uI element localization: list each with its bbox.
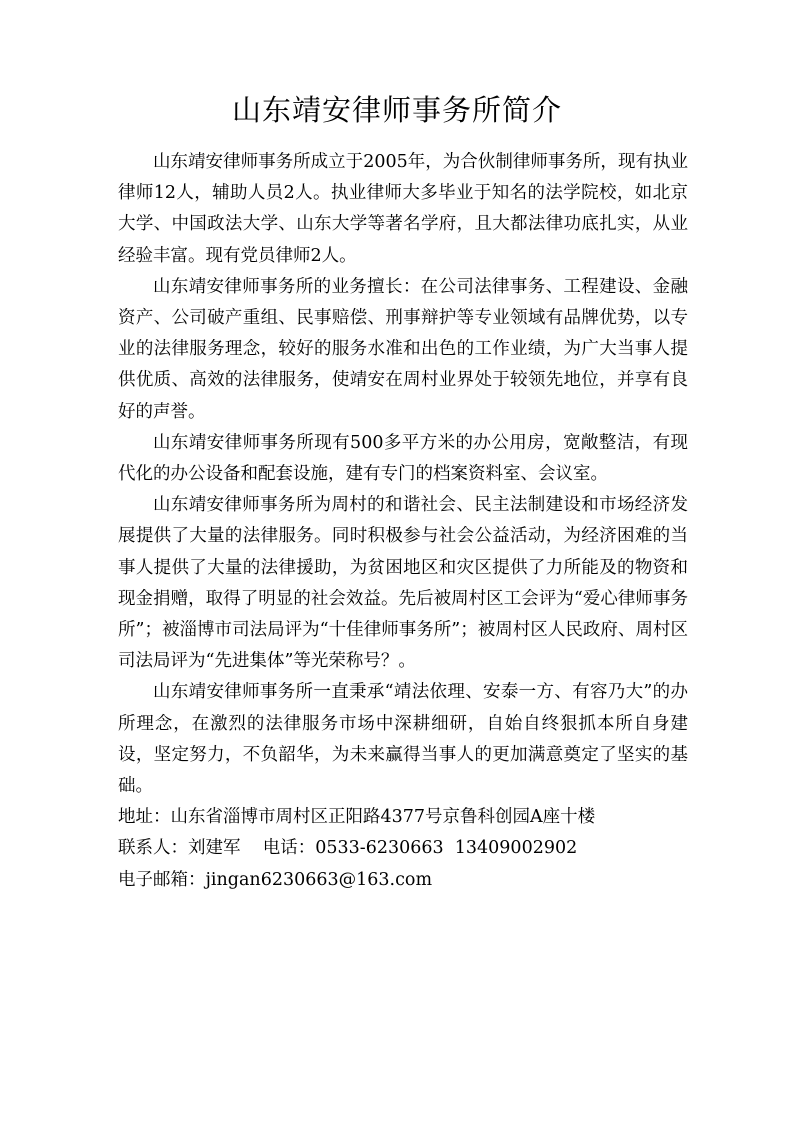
page-title: 山东靖安律师事务所简介 (231, 93, 562, 127)
paragraph-office: 山东靖安律师事务所现有500多平方米的办公用房，宽敞整洁，有现代化的办公设备和配套设施，建有专门的档案资料室、会议室。 (118, 432, 688, 485)
paragraph-practice-areas: 山东靖安律师事务所的业务擅长：在公司法律事务、工程建设、金融资产、公司破产重组、民事赔偿、刑事辩护等专业领域有品牌优势，以专业的法律服务理念，较好的服务水准和出色的工作业绩，为广大当事人提供优质、高效的法律服务，使靖安在周村业界处于较领先地位，并享有良好的声誉。 (118, 276, 688, 422)
contact-email: 电子邮箱：jingan6230663@163.com (118, 869, 433, 890)
document-body (118, 147, 688, 896)
paragraph-social-contribution: 山东靖安律师事务所为周村的和谐社会、民主法制建设和市场经济发展提供了大量的法律服务。同时积极参与社会公益活动，为经济困难的当事人提供了大量的法律援助，为贫困地区和灾区提供了力所能及的物资和现金捐赠，取得了明显的社会效益。先后被周村区工会评为“爱心律师事务所”；被淄博市司法局评为“十佳律师事务所”；被周村区人民政府、周村区司法局评为“先进集体”等光荣称号？。 (118, 495, 688, 672)
contact-person-phone: 联系人：刘建军 电话：0533-6230663 13409002902 (118, 838, 578, 859)
contact-address: 地址：山东省淄博市周村区正阳路4377号京鲁科创园A座十楼 (118, 807, 596, 828)
paragraph-philosophy: 山东靖安律师事务所一直秉承“靖法依理、安泰一方、有容乃大”的办所理念，在激烈的法律服务市场中深耕细研，自始自终狠抓本所自身建设，坚定努力，不负韶华，为未来赢得当事人的更加满意奠定了坚实的基础。 (118, 682, 688, 797)
paragraph-founding: 山东靖安律师事务所成立于2005年，为合伙制律师事务所，现有执业律师12人，辅助人员2人。执业律师大多毕业于知名的法学院校，如北京大学、中国政法大学、山东大学等著名学府，且大都法律功底扎实，从业经验丰富。现有党员律师2人。 (118, 152, 688, 266)
